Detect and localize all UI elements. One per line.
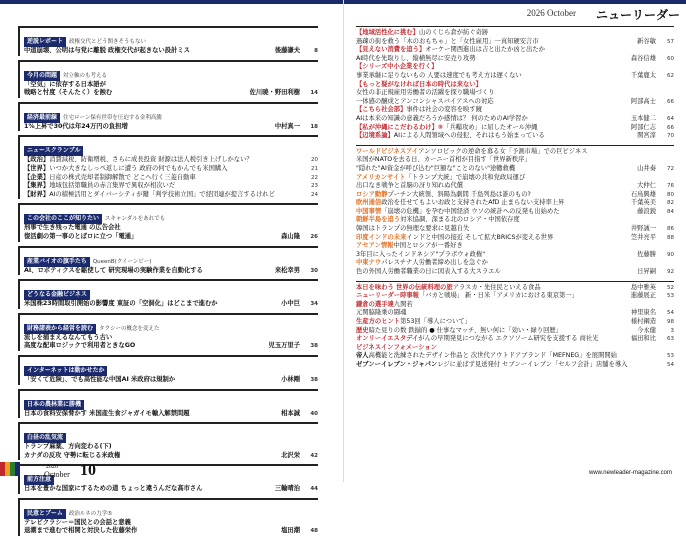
entry-category: 歴史	[356, 326, 369, 334]
entry-title: 「空気」に依存する日本語が	[24, 80, 106, 88]
toc-entry[interactable]	[24, 174, 318, 183]
entry-author: 今永健	[637, 326, 656, 334]
entry-title: 政治を任せてもよいお政と支持されたAfD 止まらない支持率上昇	[381, 199, 565, 207]
toc-section	[18, 203, 318, 241]
toc-section	[18, 60, 318, 98]
entry-category: 【こちら社会部】	[356, 106, 407, 114]
entry-page: 3	[670, 327, 674, 334]
toc-entry[interactable]	[24, 47, 318, 56]
toc-entry[interactable]	[356, 216, 674, 225]
entry-category: 【辺境系論】	[356, 132, 394, 140]
entry-title: 米国がNATOを去る日、カーニー首相が目指す「世界新秩序」	[356, 156, 531, 164]
entry-author: 阿部高士	[630, 97, 656, 105]
entry-title: 日産の株式売却者制御解散で どこへ行く三菱自動車	[49, 173, 196, 181]
entry-author: 福田和比	[630, 335, 656, 343]
entry-title: 対米協調、深まる北のロシア・中国依存度	[400, 216, 520, 224]
section-heading	[24, 104, 318, 123]
toc-entry[interactable]	[356, 268, 674, 277]
entry-page: 66	[667, 124, 674, 131]
page-spine	[343, 0, 344, 482]
toc-entry[interactable]	[24, 233, 318, 242]
entry-title: 日本を豊かな国家にするための道 ちょっと違うんだな高市さん	[24, 485, 203, 493]
footer-page-number: 10	[80, 462, 96, 479]
entry-category: 【シリーズ中小企業を行く】	[356, 63, 438, 71]
page-footer	[0, 456, 686, 482]
entry-title: 「兵糧攻め」に屈したオール沖縄	[443, 123, 538, 131]
section-heading	[24, 315, 318, 334]
entry-title: 米国株23時間取引開始の影響度 東証の「空洞化」はどこまで進むか	[24, 300, 218, 308]
toc-section	[18, 135, 318, 199]
entry-title: トランプ麻薬、方向変わる(下)	[24, 443, 112, 451]
section-tag: どうなる金融ビジネス	[24, 290, 90, 300]
entry-author: 佐藤勝	[637, 250, 656, 258]
toc-section	[18, 246, 318, 276]
entry-category: ロシア動静	[356, 190, 388, 198]
entry-page: 21	[311, 165, 318, 172]
toc-entry[interactable]	[356, 46, 674, 55]
entry-category: 生産方のヒント	[356, 318, 401, 325]
entry-title: オーケー関西進出は吉と出たか凶と出たか	[425, 46, 545, 54]
entry-category: 【見えない消費を追う】	[356, 46, 426, 54]
toc-section	[356, 281, 674, 370]
section-subtitle: 対立軸のも考える	[63, 72, 108, 79]
section-tag: 産業バイオの旗手たち	[24, 257, 90, 267]
toc-entry[interactable]	[356, 284, 674, 293]
entry-title: 「崩壊の危機」を孕む中国経済 ウソの統計への反発も出始めた	[381, 207, 560, 215]
entry-author: 三輪晴治	[274, 485, 300, 493]
entry-title: 1%上昇で30代は年24万円の負担増	[24, 122, 128, 130]
entry-author: 千葉鹿太	[630, 71, 656, 79]
entry-page: 70	[667, 133, 674, 140]
toc-entry[interactable]	[356, 327, 674, 336]
section-heading	[24, 281, 318, 300]
entry-page: 14	[310, 90, 318, 97]
toc-entry[interactable]	[356, 106, 674, 115]
entry-title: 高度な配車ロジックで利用者ときなGO	[24, 342, 136, 350]
entry-page: 80	[667, 191, 674, 198]
section-heading	[24, 248, 318, 267]
toc-entry[interactable]	[356, 259, 674, 268]
entry-category: 中国事情	[356, 207, 382, 215]
entry-title: 第53回「導人について」	[400, 318, 471, 325]
entry-author: 小林剛	[281, 375, 300, 383]
entry-page: 64	[667, 115, 674, 122]
entry-author: 森山隆	[281, 232, 300, 240]
entry-title: アラスカ・先住民といえる食品	[452, 283, 541, 291]
toc-entry[interactable]	[24, 156, 318, 165]
entry-author: 山井奏	[637, 164, 656, 172]
entry-page: 22	[311, 174, 318, 181]
toc-entry[interactable]	[356, 132, 674, 141]
entry-title: プーチン大統領、斜陽為劇間 千島列島は誰のもの?	[387, 190, 531, 198]
entry-category: オンリーイエスタデイ	[356, 335, 419, 343]
entry-author: 神里康名	[630, 309, 656, 317]
toc-entry[interactable]	[24, 224, 318, 233]
entry-title: 地域包括第職員の赤言集界で異収が相次いだ	[49, 182, 176, 190]
entry-title: いつか大きなしっぺ返しに遭う 政府の何でもかんでも米国購入	[49, 164, 228, 172]
toc-section	[18, 498, 318, 536]
entry-page: 48	[310, 528, 318, 535]
entry-title: 消費減税、防衛増税、さらに成長投資 財源は法人税引き上げしかない？	[49, 156, 253, 164]
magazine-logo: ニューリーダー	[595, 8, 680, 22]
entry-title: 流しを捕まえるなんてもう古い	[24, 333, 113, 341]
entry-author: 島中雅英	[630, 283, 656, 291]
section-tag: 日本の農林業に勝機	[24, 400, 84, 410]
entry-category: 鎌倉の選手達	[356, 300, 394, 308]
toc-entry[interactable]	[356, 225, 674, 234]
header-date: 2026 October	[526, 8, 576, 18]
entry-page: 72	[667, 165, 674, 172]
entry-author: 児玉万里子	[268, 342, 300, 350]
right-column	[356, 26, 674, 374]
entry-page: 34	[310, 301, 318, 308]
toc-section	[356, 26, 674, 141]
entry-title: 刑事で生き残った電通 の広告会社	[24, 224, 121, 232]
entry-title: テレビクラシー＝国民との会話と意義	[24, 518, 131, 526]
entry-page: 98	[667, 319, 674, 325]
entry-title: 事件は社会の変容を映す鏡	[406, 106, 482, 114]
entry-title: 九関若	[393, 300, 413, 308]
entry-author: 大仲仁	[637, 182, 656, 190]
section-subtitle: タクシーの概念を変えた	[99, 325, 160, 332]
toc-entry[interactable]	[24, 443, 318, 452]
entry-category: 【地域活性化に挑む】	[356, 29, 419, 36]
entry-title: 3年目に入ったインドネシア"プラボウォ政権"	[356, 250, 486, 258]
toc-entry[interactable]	[356, 191, 674, 200]
entry-title: 高機能と洗練されたデザイン作品と 次世代アウトドアブランド「MEFNEG」を展開開始	[368, 352, 617, 360]
entry-title: インドと中国の接近 そして拡大BRICSが変える世界	[406, 233, 554, 241]
entry-title: レジに並ばず見送発付 セブンーイレブン「セルフ会計」店舗を導入	[437, 360, 628, 368]
section-tag: この会社のここが知りたい	[24, 214, 102, 224]
toc-entry[interactable]	[356, 292, 674, 301]
entry-category: ニューリーダー時事報	[356, 292, 419, 300]
toc-entry[interactable]	[356, 63, 674, 72]
entry-category: 【世界】	[24, 164, 50, 172]
entry-title: がんの早期発見につながる エクソソーム研究を支援する 商社光	[418, 335, 599, 343]
toc-entry[interactable]	[356, 199, 674, 208]
entry-title: 戦略と忖度（そんたく）を蝕む	[24, 89, 113, 97]
toc-entry[interactable]	[356, 182, 674, 191]
entry-page: 60	[667, 55, 674, 62]
footer-color-bars	[0, 462, 20, 476]
entry-page: 66	[667, 98, 674, 105]
toc-entry[interactable]	[24, 342, 318, 351]
entry-category: 【私が沖縄にこだわるわけ】⑨	[356, 123, 444, 131]
entry-title: 復活劇の第一事のとばロに立つ「電通」	[24, 232, 138, 240]
footer-year: 2026	[46, 464, 58, 470]
toc-entry[interactable]	[24, 376, 318, 385]
entry-author: 日昇嗣	[637, 268, 656, 276]
entry-category: 印度インドの未来	[356, 233, 407, 241]
toc-entry[interactable]	[24, 89, 318, 98]
section-tag: 今月の問題	[24, 71, 60, 81]
toc-entry[interactable]	[24, 81, 318, 90]
section-tag: 経済最前線	[24, 113, 60, 123]
toc-section	[356, 145, 674, 277]
section-subtitle: 政権交代とどう関きそうもない	[69, 39, 147, 45]
toc-entry[interactable]	[24, 267, 318, 276]
toc-entry[interactable]	[356, 165, 674, 174]
entry-title: 「トランプ大統」で崩壊の共和党政局運び	[405, 173, 526, 181]
toc-section	[18, 102, 318, 132]
toc-entry[interactable]	[356, 124, 674, 133]
entry-page: 86	[667, 226, 674, 233]
toc-section	[18, 422, 318, 460]
entry-page: 18	[310, 123, 318, 130]
entry-title: 「バカと戦場」 新・日米「アメリカにおける東京第一」	[418, 292, 578, 300]
section-tag: 前方注意	[24, 475, 54, 485]
section-heading	[24, 28, 318, 47]
section-tag: 財務諸表から経営を読む	[24, 324, 96, 334]
entry-page: 42	[310, 452, 318, 459]
toc-entry[interactable]	[356, 81, 674, 90]
section-tag: ニュースクランブル	[24, 146, 83, 156]
toc-entry[interactable]	[356, 72, 674, 81]
entry-author: 玉本健二	[630, 114, 656, 122]
entry-author: 様村鋼造	[630, 318, 656, 325]
entry-category: ビジネスインフォメーション	[356, 343, 437, 351]
toc-entry[interactable]	[24, 527, 318, 536]
entry-category: ゼブンーイレブン・ジャパン	[356, 360, 438, 368]
entry-page: 38	[310, 343, 318, 350]
entry-title: 中道崩壊、公明は与党に離脱 政権交代が起きない設計ミス	[24, 47, 190, 54]
toc-section	[18, 313, 318, 351]
entry-category: アセアン情報	[356, 242, 394, 250]
entry-author: 笠井亮平	[630, 233, 656, 241]
entry-author: 千葉英美	[630, 199, 656, 207]
entry-author: 藤浪鋭	[637, 207, 656, 215]
entry-author: 阿部仁志	[630, 123, 656, 131]
entry-page: 90	[667, 251, 674, 258]
section-tag: 白昼の乱気流	[24, 433, 66, 443]
entry-page: 62	[667, 72, 674, 79]
toc-entry[interactable]	[356, 335, 674, 344]
entry-page: 44	[310, 486, 318, 493]
entry-category: 【政治】	[24, 156, 50, 164]
entry-page: 24	[311, 191, 318, 198]
entry-page: 63	[667, 336, 674, 343]
toc-entry[interactable]	[356, 156, 674, 165]
entry-title: アンソロピックの逆命を募る女「予測市場」での巨ビジネス	[418, 147, 588, 155]
toc-entry[interactable]	[356, 309, 674, 318]
section-tag: 民意とブーム	[24, 509, 66, 519]
entry-author: 来松幸男	[274, 266, 300, 274]
entry-author: 森谷信雄	[630, 54, 656, 62]
entry-category: 朝鮮半島を追う	[356, 216, 401, 224]
toc-entry[interactable]	[356, 38, 674, 47]
toc-section	[18, 26, 318, 56]
entry-title: AIは本来の知識の意義だろうか感情は？ 何のためのAI学習か	[356, 114, 528, 122]
entry-author: 進藤展正	[630, 292, 656, 300]
entry-page: 84	[667, 208, 674, 215]
toc-section	[18, 389, 318, 419]
entry-category: 【集界】	[24, 182, 50, 190]
entry-page: 52	[667, 284, 674, 291]
entry-page: 57	[667, 38, 674, 45]
toc-section	[18, 355, 318, 385]
entry-author: 相本誠	[281, 409, 300, 417]
toc-entry[interactable]	[24, 300, 318, 309]
entry-category: 本日を味わう 世界の伝統料理の旅	[356, 283, 453, 291]
entry-title: 暗た見りの数 鉄揃的 ● 仕事なマッチ、無い何に「効い・緑り回歴」	[368, 326, 563, 334]
entry-title: "隠れた"AI資金が呼び込む"巨額な"ことのない"途轍救機	[356, 164, 516, 172]
section-heading	[24, 357, 318, 376]
section-subtitle: QueenB(クイーンビー)	[92, 258, 152, 265]
toc-entry[interactable]	[356, 234, 674, 243]
entry-author: 佐川暁・野田利樹	[249, 89, 300, 97]
toc-entry[interactable]	[24, 123, 318, 132]
section-tag: インターネットは動かせたか	[24, 366, 107, 376]
entry-title: 「安くて危険」、でも高性能な中国AI 米政府は規制か	[24, 375, 176, 383]
entry-title: 事業承継に足りないもの 人要は速度でも考え方は遅くない	[356, 71, 522, 79]
section-subtitle: 住宅ローン保有世帯を圧迫する金利高騰	[63, 114, 162, 121]
entry-page: 23	[311, 183, 318, 190]
entry-page: 53	[667, 353, 674, 360]
entry-author: 中村真一	[274, 122, 300, 130]
entry-title: 女性の非正規雇用労働者の活躍を探り職場づくり	[356, 89, 495, 97]
entry-author: 井野誠一	[630, 225, 656, 233]
toc-entry[interactable]	[24, 182, 318, 191]
entry-title: 山のくじら倉が紡ぐ奇跡	[418, 29, 489, 36]
entry-title: 一体感の醸成とアンコンシャスバイアスへの対応	[356, 97, 494, 105]
toc-entry[interactable]	[356, 242, 674, 251]
toc-entry[interactable]	[356, 174, 674, 183]
entry-title: 中国とロシアが一番好き	[393, 242, 463, 250]
toc-entry[interactable]	[356, 29, 674, 38]
entry-title: 色の外国人労働者職業の日に図表入する大スラエル	[356, 268, 501, 276]
entry-category: 【企業】	[24, 173, 50, 181]
entry-category: 中東ナウ	[356, 259, 382, 267]
entry-page: 92	[667, 269, 674, 276]
entry-title: AIによる人間領域への侵犯、それはもう始まっている	[393, 132, 545, 140]
section-tag: 逆説レポート	[24, 37, 66, 47]
toc-entry[interactable]	[356, 352, 674, 361]
entry-page: 76	[667, 183, 674, 190]
section-subtitle: スキャンダルをあれでも	[105, 216, 166, 223]
toc-entry[interactable]	[24, 485, 318, 494]
entry-author: 塩田潮	[281, 527, 300, 535]
entry-page: 26	[310, 233, 318, 240]
toc-entry[interactable]	[356, 89, 674, 98]
entry-title: AI時代を先取りし、縦横無尽に安売り攻勢	[356, 54, 476, 62]
entry-author: 北沢栄	[281, 451, 300, 459]
toc-entry[interactable]	[24, 191, 318, 200]
entry-page: 54	[667, 361, 674, 368]
entry-author: 後藤謙夫	[274, 47, 300, 54]
footer-month: October	[44, 470, 70, 479]
entry-page: 30	[310, 267, 318, 274]
entry-title: 元関脇隆乗の闘魂	[356, 309, 407, 317]
section-heading	[24, 205, 318, 224]
entry-page: 88	[667, 234, 674, 241]
entry-category: アメリカンサイト	[356, 173, 406, 181]
toc-entry[interactable]	[356, 361, 674, 370]
toc-section	[18, 279, 318, 309]
entry-category: 帝人	[356, 352, 369, 360]
entry-title: 韓国はトランプの無理な要求に見越自失	[356, 225, 470, 233]
toc-entry[interactable]	[356, 115, 674, 124]
toc-entry[interactable]	[24, 410, 318, 419]
toc-entry[interactable]	[356, 318, 674, 327]
entry-category: 【財界】	[24, 190, 50, 198]
entry-page: 53	[667, 293, 674, 300]
entry-title: カナダの反攻 守勢に転じる米政権	[24, 451, 121, 459]
entry-page: 20	[311, 157, 318, 164]
entry-title: 退潮まで進むで相関と対決した佐藤栄作	[24, 527, 138, 535]
entry-page: 40	[310, 410, 318, 417]
section-heading	[24, 500, 318, 519]
entry-page: 38	[310, 376, 318, 383]
entry-page: 54	[667, 310, 674, 317]
entry-page: 8	[314, 48, 318, 54]
entry-author: 石鳥興雄	[630, 190, 656, 198]
entry-title: AI、ロボティクスを駆使して 研究現場の実験作業を自動化する	[24, 266, 203, 274]
section-heading	[24, 62, 318, 81]
section-heading	[24, 391, 318, 410]
entry-page: 82	[667, 200, 674, 207]
entry-author: 小中巨	[281, 300, 300, 308]
section-heading	[24, 424, 318, 443]
entry-title: 日本の食料安保脅かす 米国産生食ジャガイモ輸入解禁問題	[24, 409, 190, 417]
footer-url[interactable]: www.newleader-magazine.com	[588, 470, 672, 476]
entry-category: ワールドビジネスアイ	[356, 147, 419, 155]
entry-author: 関宮淳	[637, 132, 656, 140]
section-subtitle: 政治ルネの力学⑤	[68, 510, 113, 517]
entry-title: AIの積極活用とダイバーシティが鍵「判学技術立国」で経団連が提言するけれど	[49, 190, 275, 198]
entry-title: 過疎の街を救う「木のおもちゃ」と「女性雇用」一真知硬安言市	[356, 37, 539, 45]
entry-category: 【もっと疑がなければ日本の時代は来ない】	[356, 80, 482, 88]
entry-title: 出口なき戦争と首脳の冴り知れぬ代償	[356, 182, 464, 190]
toc-entry[interactable]	[24, 165, 318, 174]
entry-title: パレスチナ人労働者締め出しを急ぐか	[381, 259, 488, 267]
section-heading	[24, 137, 318, 156]
entry-author: 新谷敏	[637, 37, 656, 45]
entry-category: 欧州通信	[356, 199, 382, 207]
